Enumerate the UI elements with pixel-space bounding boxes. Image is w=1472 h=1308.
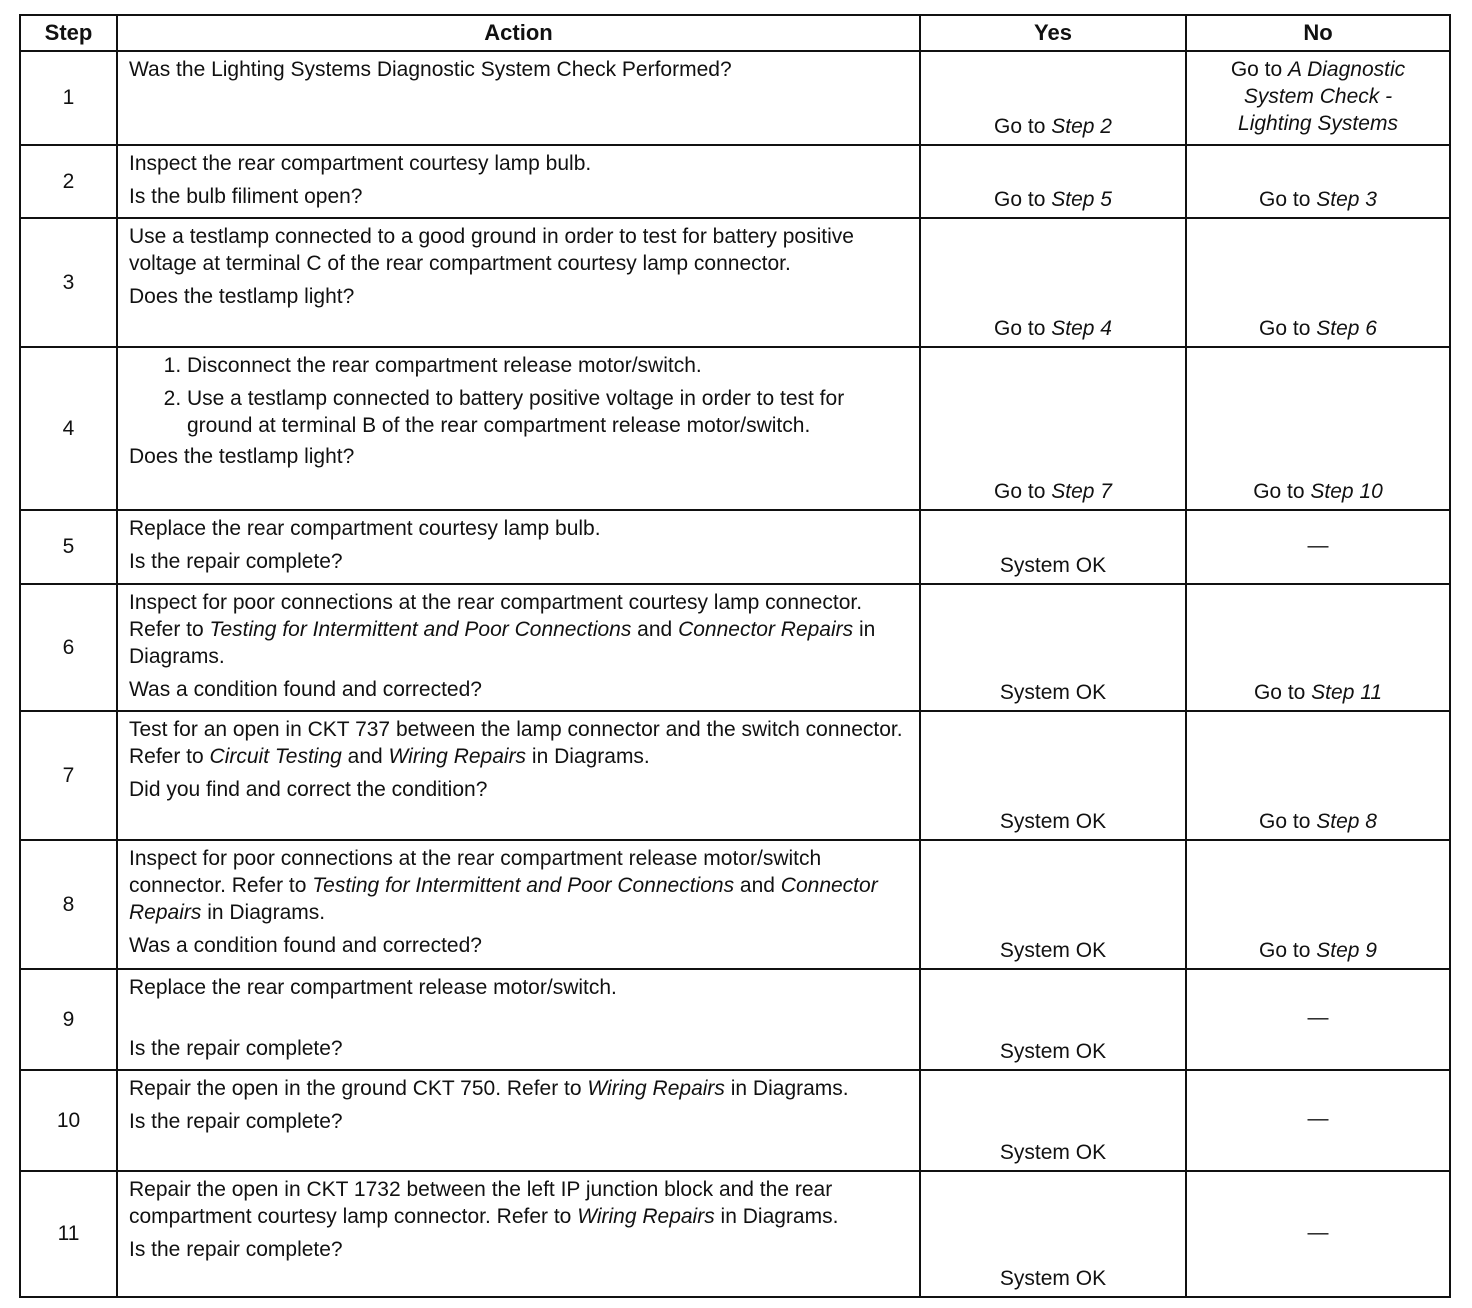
no-step-link[interactable]: Step 3	[1316, 188, 1377, 211]
action-reference-link[interactable]: Wiring Repairs	[587, 1077, 725, 1100]
action-cell	[117, 711, 920, 840]
no-cell	[1186, 145, 1450, 218]
action-reference-link[interactable]: Connector Repairs	[678, 618, 854, 641]
action-cell	[117, 584, 920, 711]
no-cell	[1186, 51, 1450, 145]
action-question: Is the repair complete?	[129, 1037, 343, 1060]
no-prefix: Go to	[1259, 939, 1317, 962]
action-text	[129, 1176, 909, 1230]
step-number: 6	[20, 584, 117, 711]
no-prefix: Go to	[1259, 317, 1317, 340]
yes-cell: System OK	[920, 1070, 1186, 1171]
no-dash: —	[1186, 1070, 1450, 1171]
action-text: Use a testlamp connected to a good ground in order to test for battery positive voltage at terminal C of the rear compartment courtesy lamp connector.	[129, 225, 854, 275]
step-number: 11	[20, 1171, 117, 1297]
action-question: Did you find and correct the condition?	[129, 778, 488, 801]
action-steps-list	[129, 352, 909, 439]
step-number: 1	[20, 51, 117, 145]
no-prefix: Go to	[1253, 681, 1312, 704]
diagnostic-table	[19, 14, 1451, 1298]
action-text-part: Repair the open in the ground CKT 750. Refer to	[129, 1077, 588, 1100]
step-number: 10	[20, 1070, 117, 1171]
action-reference-link[interactable]: Circuit Testing	[209, 745, 342, 768]
action-text-part: Inspect for poor connections at the rear compartment courtesy lamp connector. Refer to	[129, 591, 863, 641]
header-step: Step	[20, 15, 117, 51]
no-step-link[interactable]: Step 6	[1316, 317, 1377, 340]
no-step-link[interactable]: Step 11	[1311, 681, 1383, 704]
action-text	[129, 1075, 909, 1102]
step-number: 7	[20, 711, 117, 840]
action-cell	[117, 218, 920, 347]
no-link-line-3[interactable]: Lighting Systems	[1238, 112, 1398, 135]
action-text	[129, 845, 909, 926]
yes-step-link[interactable]: Step 2	[1051, 115, 1112, 138]
yes-prefix: Go to	[994, 317, 1052, 340]
no-step-link[interactable]: Step 10	[1310, 480, 1383, 503]
action-text-part: and	[631, 618, 679, 641]
action-text	[129, 716, 909, 770]
action-question: Is the repair complete?	[129, 1110, 343, 1133]
yes-step-link[interactable]: Step 7	[1051, 480, 1112, 503]
action-text: Inspect the rear compartment courtesy lamp bulb.	[129, 152, 592, 175]
no-dash: —	[1186, 510, 1450, 584]
no-cell	[1186, 347, 1450, 510]
yes-cell	[920, 347, 1186, 510]
no-link-line-2[interactable]: System Check -	[1243, 85, 1393, 108]
table-row	[20, 51, 1450, 145]
step-number: 3	[20, 218, 117, 347]
header-no: No	[1186, 15, 1450, 51]
action-question: Was a condition found and corrected?	[129, 678, 482, 701]
step-number: 8	[20, 840, 117, 969]
action-text: Replace the rear compartment release motor/switch.	[129, 976, 617, 999]
yes-cell: System OK	[920, 711, 1186, 840]
action-text: Was the Lighting Systems Diagnostic System Check Performed?	[129, 58, 732, 81]
yes-prefix: Go to	[994, 480, 1052, 503]
action-question: Does the testlamp light?	[129, 285, 355, 308]
action-cell	[117, 347, 920, 510]
no-step-link[interactable]: Step 8	[1316, 810, 1377, 833]
action-text	[129, 589, 909, 670]
list-item: 2. Use a testlamp connected to battery positive voltage in order to test for ground at terminal B of the rear compartment release motor/switch.	[187, 385, 909, 439]
action-text-part: and	[341, 745, 389, 768]
action-cell	[117, 145, 920, 218]
no-link-line-1[interactable]: A Diagnostic	[1288, 58, 1406, 81]
action-text-part: in Diagrams.	[526, 745, 650, 768]
action-cell	[117, 840, 920, 969]
action-text-part: in Diagrams.	[724, 1077, 849, 1100]
list-item: 1. Disconnect the rear compartment release motor/switch.	[187, 352, 909, 379]
yes-cell	[920, 218, 1186, 347]
yes-cell: System OK	[920, 969, 1186, 1070]
action-text-part: in Diagrams.	[129, 618, 876, 668]
action-text-part: and	[734, 874, 781, 897]
yes-cell: System OK	[920, 510, 1186, 584]
action-reference-link[interactable]: Wiring Repairs	[388, 745, 527, 768]
action-reference-link[interactable]: Wiring Repairs	[577, 1205, 715, 1228]
header-yes: Yes	[920, 15, 1186, 51]
table-row	[20, 711, 1450, 840]
no-prefix: Go to	[1253, 480, 1311, 503]
action-cell	[117, 1070, 920, 1171]
step-number: 2	[20, 145, 117, 218]
action-cell	[117, 510, 920, 584]
table-header-row	[20, 15, 1450, 51]
yes-prefix: Go to	[994, 115, 1052, 138]
step-number: 5	[20, 510, 117, 584]
header-action: Action	[117, 15, 920, 51]
action-question: Does the testlamp light?	[129, 445, 355, 468]
yes-cell: System OK	[920, 840, 1186, 969]
table-row	[20, 145, 1450, 218]
yes-cell	[920, 145, 1186, 218]
table-row	[20, 347, 1450, 510]
action-text-part: in Diagrams.	[201, 901, 326, 924]
yes-cell	[920, 51, 1186, 145]
no-prefix: Go to	[1259, 188, 1317, 211]
action-text-part: in Diagrams.	[714, 1205, 839, 1228]
action-question: Is the bulb filiment open?	[129, 185, 363, 208]
table-row	[20, 584, 1450, 711]
no-cell	[1186, 218, 1450, 347]
action-text: Replace the rear compartment courtesy lamp bulb.	[129, 517, 601, 540]
action-question: Was a condition found and corrected?	[129, 934, 482, 957]
yes-cell: System OK	[920, 1171, 1186, 1297]
no-cell	[1186, 840, 1450, 969]
table-row	[20, 1070, 1450, 1171]
action-text-part: Test for an open in CKT 737 between the lamp connector and the switch connector. Refer to	[129, 718, 903, 768]
action-cell	[117, 1171, 920, 1297]
action-reference-link[interactable]: Testing for Intermittent and Poor Connections	[312, 874, 735, 897]
table-row	[20, 840, 1450, 969]
yes-step-link[interactable]: Step 5	[1051, 188, 1112, 211]
no-prefix: Go to	[1230, 58, 1289, 81]
action-text-part: Inspect for poor connections at the rear compartment release motor/switch connector. Refer to	[129, 847, 822, 897]
action-cell	[117, 969, 920, 1070]
action-question: Is the repair complete?	[129, 550, 343, 573]
no-step-link[interactable]: Step 9	[1316, 939, 1377, 962]
no-dash: —	[1186, 969, 1450, 1070]
action-cell	[117, 51, 920, 145]
no-dash: —	[1186, 1171, 1450, 1297]
action-reference-link[interactable]: Connector Repairs	[129, 874, 878, 924]
action-text-part: Repair the open in CKT 1732 between the left IP junction block and the rear compartment courtesy lamp connector. Refer to	[129, 1178, 833, 1228]
table-row	[20, 969, 1450, 1070]
table-row	[20, 510, 1450, 584]
action-question: Is the repair complete?	[129, 1238, 343, 1261]
step-number: 9	[20, 969, 117, 1070]
no-cell	[1186, 711, 1450, 840]
no-cell	[1186, 584, 1450, 711]
table-row	[20, 218, 1450, 347]
action-reference-link[interactable]: Testing for Intermittent and Poor Connections	[209, 618, 632, 641]
yes-cell: System OK	[920, 584, 1186, 711]
yes-prefix: Go to	[994, 188, 1052, 211]
no-prefix: Go to	[1259, 810, 1317, 833]
yes-step-link[interactable]: Step 4	[1051, 317, 1112, 340]
table-row	[20, 1171, 1450, 1297]
step-number: 4	[20, 347, 117, 510]
